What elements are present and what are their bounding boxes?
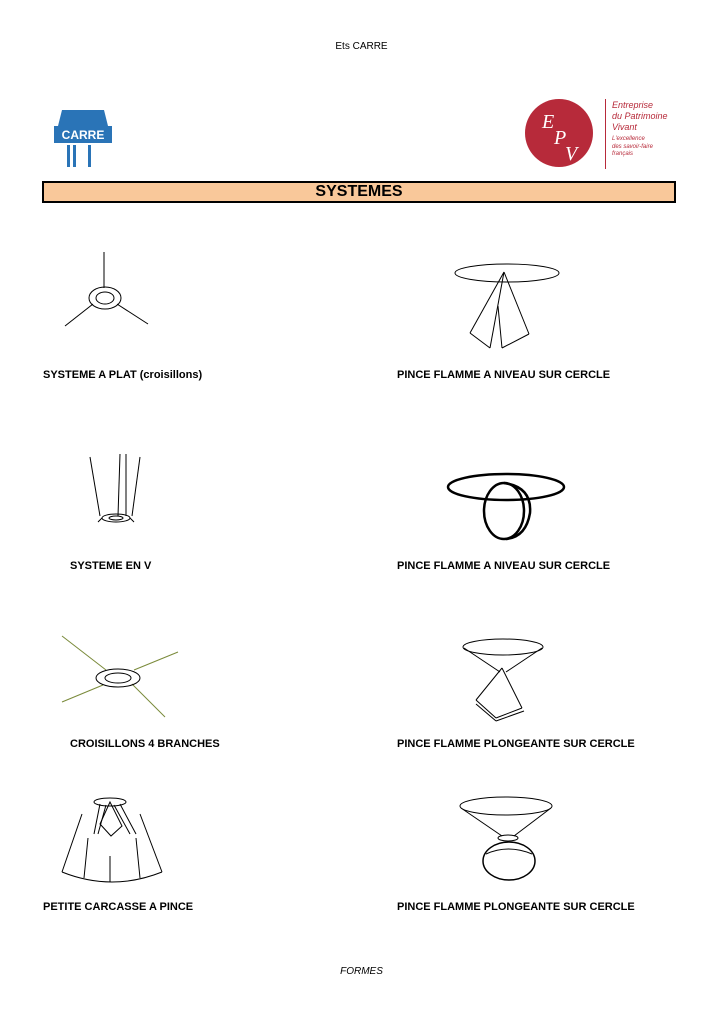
four-branch-cross-icon xyxy=(58,632,183,720)
epv-line-1: Entreprise xyxy=(612,100,654,110)
caption-pince-flamme-plongeante-1: PINCE FLAMME PLONGEANTE SUR CERCLE xyxy=(397,738,635,750)
section-title: SYSTEMES xyxy=(42,181,676,203)
footer-label: FORMES xyxy=(340,966,383,977)
header-company-name: Ets CARRE xyxy=(335,41,388,52)
caption-croisillons-4-branches: CROISILLONS 4 BRANCHES xyxy=(70,738,220,750)
caption-pince-flamme-niveau-2: PINCE FLAMME A NIVEAU SUR CERCLE xyxy=(397,560,611,572)
epv-label xyxy=(612,100,668,159)
svg-text:E: E xyxy=(542,111,555,133)
caption-systeme-en-v: SYSTEME EN V xyxy=(70,560,152,572)
flame-clip-plunging-ring-icon xyxy=(462,638,548,724)
epv-tagline-3: français xyxy=(612,151,634,157)
epv-line-3: Vivant xyxy=(612,122,637,132)
epv-line-2: du Patrimoine xyxy=(612,111,668,121)
epv-divider xyxy=(605,99,606,169)
small-clip-frame-icon xyxy=(58,796,168,888)
flat-cross-system-icon xyxy=(60,250,155,330)
flame-clip-level-ring-icon xyxy=(454,262,564,354)
caption-pince-flamme-plongeante-2: PINCE FLAMME PLONGEANTE SUR CERCLE xyxy=(397,901,635,913)
svg-text:P: P xyxy=(554,127,567,149)
carre-logo xyxy=(52,108,114,170)
epv-tagline-1: L'excellence xyxy=(612,136,645,142)
caption-petite-carcasse: PETITE CARCASSE A PINCE xyxy=(43,901,194,913)
v-system-icon xyxy=(88,454,144,526)
carre-logo-text: CARRE xyxy=(61,128,105,142)
epv-logo xyxy=(524,98,596,170)
flame-clip-plunging-ring-bulb-icon xyxy=(458,796,554,888)
flame-clip-level-ring-bulb-icon xyxy=(446,465,570,545)
caption-systeme-a-plat: SYSTEME A PLAT (croisillons) xyxy=(43,369,203,381)
epv-tagline-2: des savoir-faire xyxy=(612,143,653,150)
svg-text:V: V xyxy=(565,143,578,165)
caption-pince-flamme-niveau-1: PINCE FLAMME A NIVEAU SUR CERCLE xyxy=(397,369,611,381)
